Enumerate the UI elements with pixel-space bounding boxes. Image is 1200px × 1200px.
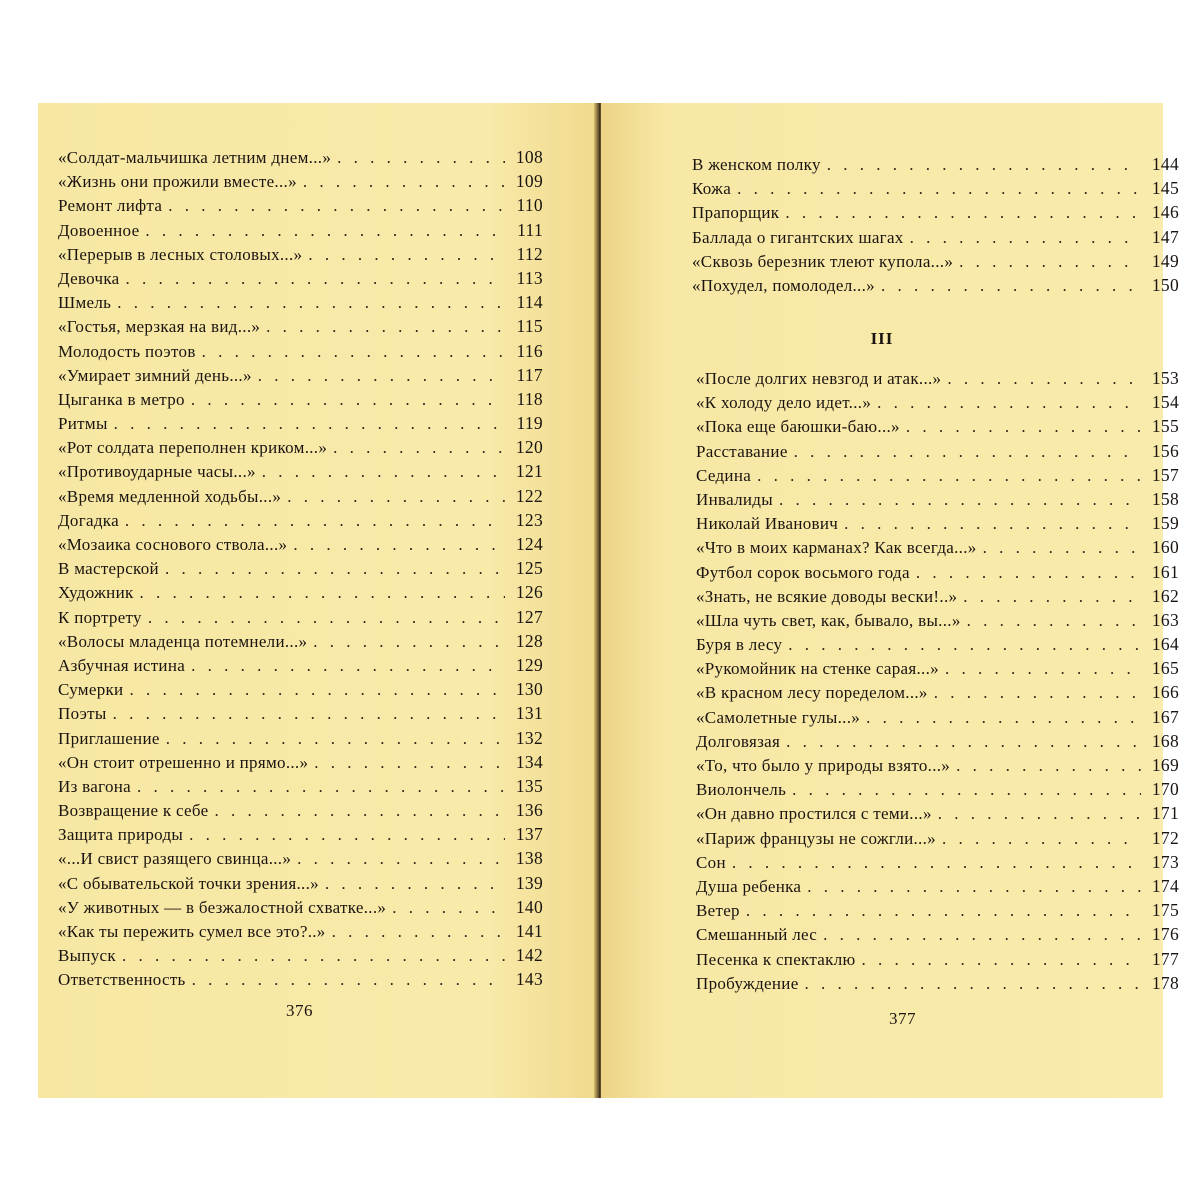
toc-entry-page-number: 165	[1151, 658, 1179, 679]
toc-entry-title: Ответственность	[58, 970, 186, 990]
toc-entry-page-number: 166	[1151, 682, 1179, 703]
dot-leader	[877, 393, 1141, 413]
page-number-left: 376	[286, 1001, 313, 1020]
toc-entry-page-number: 119	[516, 413, 543, 434]
toc-entry	[692, 178, 1179, 202]
toc-entry	[696, 924, 1179, 948]
toc-entry-page-number: 125	[515, 558, 543, 579]
toc-entry-page-number: 159	[1151, 513, 1179, 534]
toc-entry	[58, 292, 543, 316]
book-spread	[38, 103, 1179, 1098]
dot-leader	[258, 366, 505, 386]
dot-leader	[934, 683, 1141, 703]
toc-entry-title: Ритмы	[58, 414, 108, 434]
dot-leader	[786, 732, 1141, 752]
toc-entry	[58, 752, 543, 776]
dot-leader	[785, 203, 1141, 223]
toc-entry	[696, 513, 1179, 537]
dot-leader	[938, 804, 1141, 824]
dot-leader	[266, 317, 505, 337]
dot-leader	[137, 777, 505, 797]
toc-entry	[58, 631, 543, 655]
dot-leader	[333, 438, 505, 458]
toc-entry-page-number: 126	[515, 582, 543, 603]
toc-entry	[696, 876, 1179, 900]
toc-entry	[58, 607, 543, 631]
toc-entry-page-number: 140	[515, 896, 543, 917]
toc-entry-page-number: 145	[1151, 178, 1179, 199]
toc-entry-title: Поэты	[58, 704, 107, 724]
dot-leader	[191, 656, 505, 676]
toc-entry-title: Расставание	[696, 441, 788, 461]
toc-entry-title: В женском полку	[692, 155, 821, 174]
toc-entry	[58, 824, 543, 848]
dot-leader	[122, 946, 505, 966]
toc-entry	[692, 251, 1179, 275]
toc-entry-page-number: 124	[515, 534, 543, 554]
dot-leader	[332, 922, 505, 942]
toc-entry	[696, 562, 1179, 586]
toc-entry	[696, 392, 1179, 416]
toc-entry	[58, 510, 543, 534]
toc-entry-page-number: 123	[515, 509, 543, 530]
dot-leader	[963, 587, 1141, 607]
toc-entry-title: «Он давно простился с теми...»	[696, 804, 932, 824]
toc-entry	[58, 413, 543, 437]
toc-entry	[696, 682, 1179, 706]
dot-leader	[262, 462, 505, 482]
dot-leader	[967, 611, 1141, 631]
toc-entry-page-number: 153	[1151, 368, 1179, 388]
toc-entry-page-number: 130	[515, 679, 543, 700]
toc-entry-page-number: 149	[1151, 250, 1179, 271]
dot-leader	[956, 756, 1141, 776]
toc-entry-title: «Рукомойник на стенке сарая...»	[696, 659, 939, 679]
toc-entry-title: «...И свист разящего свинца...»	[58, 849, 292, 869]
toc-entry	[58, 873, 543, 897]
dot-leader	[314, 753, 505, 773]
toc-entry-title: «Что в моих карманах? Как всегда...»	[696, 538, 977, 558]
toc-entry	[58, 437, 543, 461]
dot-leader	[983, 538, 1141, 558]
toc-entry-page-number: 112	[516, 243, 543, 264]
dot-leader	[823, 925, 1141, 945]
toc-entry-page-number: 128	[515, 630, 543, 651]
toc-entry-page-number: 167	[1151, 706, 1179, 727]
dot-leader	[947, 369, 1141, 389]
dot-leader	[910, 228, 1141, 248]
toc-entry-page-number: 156	[1151, 440, 1179, 461]
section-heading: III	[870, 329, 894, 348]
toc-list-left	[58, 147, 543, 994]
dot-leader	[129, 680, 505, 700]
toc-entry-page-number: 174	[1151, 875, 1179, 896]
toc-entry-title: Буря в лесу	[696, 635, 783, 655]
toc-entry-page-number: 139	[515, 872, 543, 893]
toc-entry-title: Ремонт лифта	[58, 196, 163, 216]
toc-entry	[58, 800, 543, 824]
toc-entry-title: Приглашение	[58, 728, 160, 748]
toc-entry	[696, 779, 1179, 803]
toc-entry-page-number: 135	[515, 775, 543, 796]
dot-leader	[945, 659, 1141, 679]
toc-entry-page-number: 117	[516, 364, 543, 385]
toc-entry-title: Защита природы	[58, 825, 184, 845]
toc-entry-page-number: 157	[1151, 464, 1179, 485]
toc-entry	[58, 703, 543, 727]
toc-entry	[58, 389, 543, 413]
toc-entry	[58, 969, 543, 993]
toc-entry-title: Долговязая	[696, 731, 781, 751]
toc-entry-page-number: 172	[1151, 827, 1179, 848]
toc-entry	[696, 610, 1179, 634]
toc-entry	[696, 634, 1179, 658]
toc-entry-page-number: 138	[515, 848, 543, 869]
toc-entry-page-number: 168	[1151, 730, 1179, 751]
toc-entry-title: «Мозаика соснового ствола...»	[58, 535, 288, 554]
toc-entry-title: Художник	[58, 583, 134, 603]
toc-entry	[696, 489, 1179, 513]
toc-entry-page-number: 169	[1151, 755, 1179, 775]
toc-entry-title: «Время медленной ходьбы...»	[58, 486, 282, 506]
toc-entry-title: Футбол сорок восьмого года	[696, 562, 910, 582]
dot-leader	[297, 849, 505, 869]
toc-entry	[58, 147, 543, 171]
dot-leader	[959, 252, 1141, 272]
dot-leader	[746, 901, 1141, 921]
right-page	[601, 103, 1179, 1098]
toc-entry-page-number: 175	[1151, 900, 1179, 921]
toc-entry-page-number: 146	[1151, 202, 1179, 223]
toc-entry-page-number: 154	[1151, 392, 1179, 413]
toc-entry	[692, 202, 1179, 226]
toc-entry-page-number: 171	[1151, 803, 1179, 824]
toc-entry	[696, 658, 1179, 682]
toc-entry-title: «После долгих невзгод и атак...»	[696, 369, 942, 388]
toc-entry-title: К портрету	[58, 607, 142, 627]
toc-entry-page-number: 144	[1151, 154, 1179, 174]
dot-leader	[732, 853, 1141, 873]
toc-list-right-top	[692, 154, 1179, 299]
dot-leader	[126, 269, 505, 289]
toc-entry	[692, 275, 1179, 299]
toc-entry	[696, 416, 1179, 440]
toc-entry-page-number: 155	[1151, 416, 1179, 437]
toc-entry	[696, 828, 1179, 852]
dot-leader	[303, 172, 505, 192]
toc-entry-page-number: 108	[515, 147, 543, 167]
toc-entry-title: «Знать, не всякие доводы вески!..»	[696, 586, 958, 606]
dot-leader	[737, 179, 1141, 199]
toc-entry-page-number: 177	[1151, 948, 1179, 969]
toc-entry-page-number: 142	[515, 945, 543, 966]
dot-leader	[942, 829, 1141, 849]
toc-entry	[58, 365, 543, 389]
dot-leader	[757, 466, 1141, 486]
toc-entry-title: Шмель	[58, 293, 112, 313]
toc-entry-title: Сон	[696, 852, 726, 872]
toc-entry-title: «Солдат-мальчишка летним днем...»	[58, 148, 332, 167]
toc-entry-title: «Шла чуть свет, как, бывало, вы...»	[696, 610, 961, 630]
toc-entry	[696, 707, 1179, 731]
toc-entry-title: «Как ты пережить сумел все это?..»	[58, 922, 326, 941]
dot-leader	[862, 950, 1142, 970]
toc-entry-title: «У животных — в безжалостной схватке...»	[58, 897, 387, 917]
toc-entry	[58, 316, 543, 340]
dot-leader	[392, 898, 505, 918]
toc-entry	[58, 945, 543, 969]
toc-entry-page-number: 113	[516, 267, 543, 288]
toc-entry-title: «Волосы младенца потемнели...»	[58, 631, 308, 651]
dot-leader	[117, 293, 505, 313]
dot-leader	[866, 708, 1141, 728]
toc-entry	[696, 803, 1179, 827]
toc-entry-page-number: 150	[1151, 274, 1179, 295]
dot-leader	[794, 442, 1141, 462]
toc-entry-page-number: 137	[515, 824, 543, 845]
dot-leader	[293, 535, 505, 555]
toc-entry	[696, 441, 1179, 465]
toc-entry-page-number: 176	[1151, 924, 1179, 945]
toc-entry-page-number: 121	[515, 461, 543, 482]
left-page	[38, 103, 598, 1098]
toc-entry	[58, 558, 543, 582]
dot-leader	[165, 559, 505, 579]
toc-entry	[696, 465, 1179, 489]
toc-entry-title: Николай Иванович	[696, 514, 839, 534]
toc-entry-page-number: 114	[516, 292, 543, 313]
dot-leader	[827, 155, 1141, 175]
toc-entry	[58, 655, 543, 679]
toc-entry-page-number: 131	[515, 703, 543, 724]
toc-entry-title: Сумерки	[58, 680, 124, 700]
toc-entry	[692, 154, 1179, 178]
toc-entry	[696, 755, 1179, 779]
toc-entry-title: «В красном лесу поределом...»	[696, 683, 928, 703]
toc-entry-title: Кожа	[692, 179, 732, 199]
page-number-right: 377	[889, 1009, 916, 1028]
toc-entry-title: Догадка	[58, 510, 119, 530]
dot-leader	[308, 245, 505, 265]
dot-leader	[287, 487, 505, 507]
toc-entry	[58, 897, 543, 921]
toc-entry-title: «Он стоит отрешенно и прямо...»	[58, 752, 309, 772]
toc-entry-page-number: 129	[515, 654, 543, 675]
toc-entry-title: Пробуждение	[696, 973, 799, 993]
toc-entry	[58, 848, 543, 872]
toc-entry-title: Цыганка в метро	[58, 389, 185, 409]
toc-entry	[58, 461, 543, 485]
dot-leader	[337, 148, 505, 168]
toc-entry-page-number: 158	[1151, 488, 1179, 509]
toc-entry-title: Баллада о гигантских шагах	[692, 227, 904, 247]
toc-entry-page-number: 111	[517, 219, 543, 240]
dot-leader	[148, 608, 505, 628]
toc-entry	[696, 368, 1179, 392]
toc-entry-page-number: 118	[516, 388, 543, 409]
toc-entry	[58, 244, 543, 268]
dot-leader	[906, 417, 1141, 437]
toc-entry-title: «Противоударные часы...»	[58, 462, 256, 482]
toc-entry-title: «Перерыв в лесных столовых...»	[58, 244, 303, 264]
dot-leader	[788, 635, 1141, 655]
dot-leader	[192, 970, 505, 990]
toc-entry-title: «Рот солдата переполнен криком...»	[58, 438, 328, 458]
toc-entry-page-number: 141	[515, 921, 543, 941]
toc-entry-page-number: 170	[1151, 779, 1179, 800]
toc-entry	[58, 220, 543, 244]
dot-leader	[779, 490, 1141, 510]
toc-entry	[58, 341, 543, 365]
toc-entry	[58, 486, 543, 510]
dot-leader	[125, 511, 505, 531]
toc-entry-title: «Сквозь березник тлеют купола...»	[692, 251, 954, 271]
dot-leader	[114, 414, 505, 434]
dot-leader	[145, 221, 505, 241]
toc-entry-page-number: 178	[1151, 972, 1179, 993]
dot-leader	[881, 276, 1141, 296]
toc-entry-title: Довоенное	[58, 220, 140, 240]
toc-entry	[58, 582, 543, 606]
toc-entry-title: Инвалиды	[696, 489, 773, 509]
toc-entry	[58, 921, 543, 945]
toc-entry-page-number: 164	[1151, 634, 1179, 655]
toc-entry	[696, 949, 1179, 973]
toc-entry	[58, 268, 543, 292]
toc-entry-title: «Париж французы не сожгли...»	[696, 828, 936, 848]
toc-entry-title: Душа ребенка	[696, 876, 802, 896]
toc-entry-page-number: 136	[515, 800, 543, 821]
toc-entry-page-number: 109	[515, 171, 543, 192]
dot-leader	[214, 801, 505, 821]
toc-entry	[58, 679, 543, 703]
toc-entry	[58, 171, 543, 195]
dot-leader	[189, 825, 505, 845]
toc-entry-title: «Умирает зимний день...»	[58, 365, 252, 385]
toc-entry-page-number: 115	[516, 316, 543, 337]
toc-entry-title: Азбучная истина	[58, 655, 186, 675]
dot-leader	[113, 704, 505, 724]
dot-leader	[792, 780, 1141, 800]
toc-entry	[58, 728, 543, 752]
toc-list-right-bottom	[696, 368, 1179, 997]
toc-entry-title: Песенка к спектаклю	[696, 949, 856, 969]
toc-entry-page-number: 161	[1151, 561, 1179, 582]
toc-entry-title: «Самолетные гулы...»	[696, 707, 861, 727]
toc-entry-title: Девочка	[58, 268, 120, 288]
toc-entry-title: «С обывательской точки зрения...»	[58, 873, 319, 893]
toc-entry	[692, 227, 1179, 251]
dot-leader	[166, 729, 505, 749]
toc-entry-page-number: 134	[515, 751, 543, 772]
toc-entry	[696, 973, 1179, 997]
toc-entry-title: «Гостья, мерзкая на вид...»	[58, 317, 261, 337]
toc-entry-title: «К холоду дело идет...»	[696, 393, 872, 413]
toc-entry-title: Виолончель	[696, 780, 787, 800]
toc-entry	[58, 534, 543, 558]
toc-entry-title: «Пока еще баюшки-баю...»	[696, 417, 900, 437]
toc-entry	[696, 900, 1179, 924]
toc-entry-page-number: 162	[1151, 585, 1179, 606]
toc-entry	[58, 195, 543, 219]
dot-leader	[807, 877, 1141, 897]
toc-entry-page-number: 147	[1151, 226, 1179, 247]
toc-entry-title: «Похудел, помолодел...»	[692, 275, 875, 295]
dot-leader	[805, 974, 1141, 994]
toc-entry-title: Из вагона	[58, 776, 131, 796]
toc-entry-page-number: 127	[515, 606, 543, 627]
toc-entry-page-number: 110	[516, 195, 543, 216]
toc-entry-title: Седина	[696, 465, 752, 485]
toc-entry-page-number: 120	[515, 437, 543, 458]
toc-entry-title: Смешанный лес	[696, 925, 818, 945]
toc-entry-title: «Жизнь они прожили вместе...»	[58, 172, 297, 192]
toc-entry-title: Прапорщик	[692, 203, 780, 223]
toc-entry-page-number: 173	[1151, 851, 1179, 872]
toc-entry	[696, 852, 1179, 876]
dot-leader	[916, 563, 1141, 583]
dot-leader	[844, 514, 1141, 534]
dot-leader	[202, 342, 505, 362]
dot-leader	[140, 583, 505, 603]
dot-leader	[168, 196, 505, 216]
dot-leader	[325, 874, 505, 894]
toc-entry-title: Возвращение к себе	[58, 801, 209, 821]
toc-entry-title: Ветер	[696, 901, 740, 921]
toc-entry-page-number: 122	[515, 485, 543, 506]
toc-entry-title: Молодость поэтов	[58, 341, 196, 361]
toc-entry-title: В мастерской	[58, 559, 159, 579]
toc-entry	[696, 586, 1179, 610]
toc-entry-page-number: 132	[515, 727, 543, 748]
toc-entry-page-number: 116	[516, 340, 543, 361]
dot-leader	[191, 390, 505, 410]
toc-entry	[696, 537, 1179, 561]
toc-entry	[696, 731, 1179, 755]
toc-entry-title: Выпуск	[58, 946, 116, 966]
toc-entry-page-number: 143	[515, 969, 543, 990]
dot-leader	[313, 632, 505, 652]
toc-entry-title: «То, что было у природы взято...»	[696, 756, 951, 775]
toc-entry-page-number: 160	[1151, 537, 1179, 558]
toc-entry	[58, 776, 543, 800]
toc-entry-page-number: 163	[1151, 609, 1179, 630]
